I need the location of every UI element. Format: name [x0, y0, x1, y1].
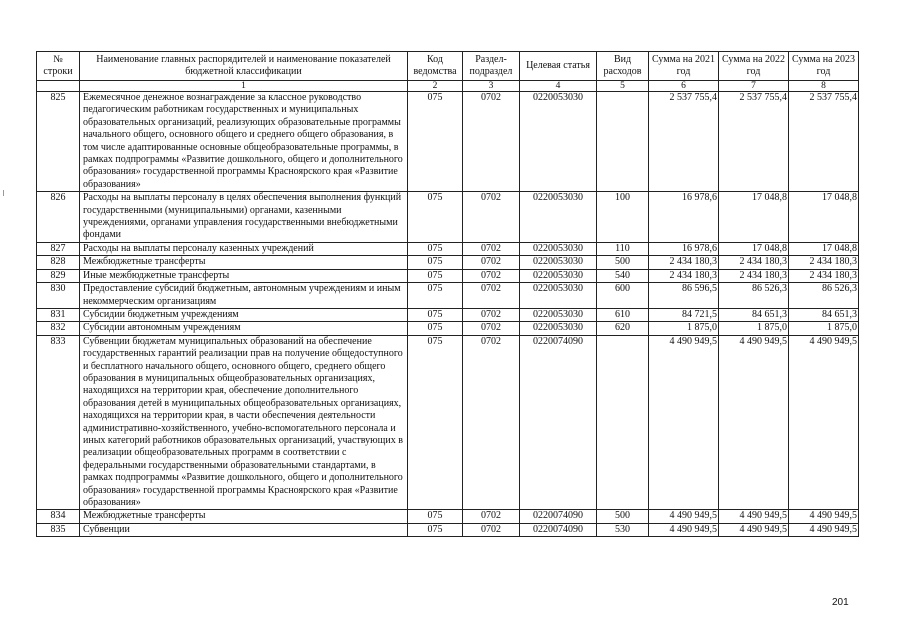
sum-2021: 16 978,6 — [649, 192, 719, 243]
row-name: Расходы на выплаты персоналу в целях обеспечения выполнения функций государственными (муниципальными) органами, казенными учреждениями, органами управления государственными внебюджетными фондами — [80, 192, 408, 243]
row-name: Ежемесячное денежное вознаграждение за классное руководство педагогическим работникам государственных и муниципальных образовательных организаций, реализующих образовательные программы начального общего, основного общего и среднего общего образования, в том числе адаптированные основные общеобразовательные программы, в рамках подпрограммы «Развитие дошкольного, общего и дополнительного образования» государственной программы Красноярского края «Развитие образования» — [80, 92, 408, 192]
row-number: 827 — [37, 242, 80, 255]
sum-2023: 2 434 180,3 — [789, 269, 859, 282]
expense-type: 540 — [597, 269, 649, 282]
expense-type: 600 — [597, 283, 649, 309]
header-sum-2022: Сумма на 2022 год — [719, 52, 789, 81]
header-expense-type: Вид расходов — [597, 52, 649, 81]
sum-2023: 86 526,3 — [789, 283, 859, 309]
sum-2023: 4 490 949,5 — [789, 510, 859, 523]
sum-2021: 2 434 180,3 — [649, 269, 719, 282]
department-code: 075 — [408, 269, 463, 282]
section-code: 0702 — [463, 322, 520, 335]
row-name: Расходы на выплаты персоналу казенных учреждений — [80, 242, 408, 255]
sum-2022: 1 875,0 — [719, 322, 789, 335]
scan-artifact — [3, 190, 4, 196]
expense-type — [597, 92, 649, 192]
department-code: 075 — [408, 256, 463, 269]
budget-table — [36, 51, 859, 537]
target-article: 0220053030 — [520, 308, 597, 321]
target-article: 0220053030 — [520, 242, 597, 255]
section-code: 0702 — [463, 256, 520, 269]
section-code: 0702 — [463, 335, 520, 510]
column-number-row — [37, 81, 859, 92]
sum-2021: 2 537 755,4 — [649, 92, 719, 192]
sum-2022: 4 490 949,5 — [719, 335, 789, 510]
sum-2022: 84 651,3 — [719, 308, 789, 321]
expense-type: 530 — [597, 523, 649, 536]
section-code: 0702 — [463, 192, 520, 243]
table-row — [37, 192, 859, 243]
row-number: 829 — [37, 269, 80, 282]
row-number: 830 — [37, 283, 80, 309]
department-code: 075 — [408, 308, 463, 321]
section-code: 0702 — [463, 283, 520, 309]
department-code: 075 — [408, 192, 463, 243]
header-target-article: Целевая статья — [520, 52, 597, 81]
table-row — [37, 283, 859, 309]
header-sum-2023: Сумма на 2023 год — [789, 52, 859, 81]
sum-2022: 17 048,8 — [719, 242, 789, 255]
section-code: 0702 — [463, 510, 520, 523]
row-name: Межбюджетные трансферты — [80, 256, 408, 269]
header-department-code: Код ведомства — [408, 52, 463, 81]
budget-table-sheet — [36, 51, 858, 537]
sum-2022: 86 526,3 — [719, 283, 789, 309]
sum-2022: 2 434 180,3 — [719, 256, 789, 269]
sum-2023: 2 537 755,4 — [789, 92, 859, 192]
sum-2023: 84 651,3 — [789, 308, 859, 321]
table-row — [37, 92, 859, 192]
table-row — [37, 308, 859, 321]
row-number: 831 — [37, 308, 80, 321]
row-number: 834 — [37, 510, 80, 523]
target-article: 0220053030 — [520, 256, 597, 269]
colnum: 6 — [649, 81, 719, 92]
page-number: 201 — [832, 597, 849, 608]
row-name: Предоставление субсидий бюджетным, автономным учреждениям и иным некоммерческим организациям — [80, 283, 408, 309]
sum-2022: 2 537 755,4 — [719, 92, 789, 192]
colnum: 4 — [520, 81, 597, 92]
department-code: 075 — [408, 510, 463, 523]
target-article: 0220074090 — [520, 523, 597, 536]
sum-2021: 2 434 180,3 — [649, 256, 719, 269]
section-code: 0702 — [463, 523, 520, 536]
target-article: 0220053030 — [520, 269, 597, 282]
expense-type: 500 — [597, 256, 649, 269]
department-code: 075 — [408, 283, 463, 309]
row-name: Иные межбюджетные трансферты — [80, 269, 408, 282]
sum-2023: 1 875,0 — [789, 322, 859, 335]
colnum: 5 — [597, 81, 649, 92]
sum-2023: 4 490 949,5 — [789, 335, 859, 510]
table-row — [37, 269, 859, 282]
colnum: 1 — [80, 81, 408, 92]
colnum: 7 — [719, 81, 789, 92]
expense-type: 110 — [597, 242, 649, 255]
sum-2023: 4 490 949,5 — [789, 523, 859, 536]
table-row — [37, 523, 859, 536]
row-name: Межбюджетные трансферты — [80, 510, 408, 523]
row-name: Субвенции — [80, 523, 408, 536]
target-article: 0220074090 — [520, 335, 597, 510]
table-row — [37, 256, 859, 269]
sum-2021: 4 490 949,5 — [649, 510, 719, 523]
table-row — [37, 510, 859, 523]
department-code: 075 — [408, 523, 463, 536]
expense-type — [597, 335, 649, 510]
target-article: 0220053030 — [520, 192, 597, 243]
row-name: Субсидии бюджетным учреждениям — [80, 308, 408, 321]
header-row-number: № строки — [37, 52, 80, 81]
colnum — [37, 81, 80, 92]
row-name: Субсидии автономным учреждениям — [80, 322, 408, 335]
sum-2021: 16 978,6 — [649, 242, 719, 255]
expense-type: 100 — [597, 192, 649, 243]
colnum: 2 — [408, 81, 463, 92]
target-article: 0220053030 — [520, 322, 597, 335]
row-number: 835 — [37, 523, 80, 536]
sum-2022: 4 490 949,5 — [719, 510, 789, 523]
colnum: 8 — [789, 81, 859, 92]
expense-type: 610 — [597, 308, 649, 321]
section-code: 0702 — [463, 269, 520, 282]
row-number: 826 — [37, 192, 80, 243]
section-code: 0702 — [463, 308, 520, 321]
row-name: Субвенции бюджетам муниципальных образований на обеспечение государственных гарантий реализации прав на получение общедоступного и бесплатного начального общего, основного общего, среднего общего образования в муниципальных общеобразовательных организациях, находящихся на территории края, обеспечение дополнительного образования детей в муниципальных общеобразовательных организациях, находящихся на территории края, в части обеспечения деятельности административно-хозяйственного, учебно-вспомогательного персонала и иных категорий работников образовательных организаций, участвующих в реализации общеобразовательных программ в соответствии с федеральными государственными образовательными стандартами, в рамках подпрограммы «Развитие дошкольного, общего и дополнительного образования» государственной программы Красноярского края «Развитие образования» — [80, 335, 408, 510]
sum-2021: 1 875,0 — [649, 322, 719, 335]
header-section: Раздел-подраздел — [463, 52, 520, 81]
table-row — [37, 242, 859, 255]
sum-2023: 2 434 180,3 — [789, 256, 859, 269]
expense-type: 620 — [597, 322, 649, 335]
sum-2021: 86 596,5 — [649, 283, 719, 309]
colnum: 3 — [463, 81, 520, 92]
sum-2021: 4 490 949,5 — [649, 335, 719, 510]
sum-2021: 4 490 949,5 — [649, 523, 719, 536]
header-name: Наименование главных распорядителей и наименование показателей бюджетной классификации — [80, 52, 408, 81]
department-code: 075 — [408, 335, 463, 510]
table-row — [37, 335, 859, 510]
sum-2023: 17 048,8 — [789, 192, 859, 243]
table-row — [37, 322, 859, 335]
sum-2023: 17 048,8 — [789, 242, 859, 255]
department-code: 075 — [408, 92, 463, 192]
sum-2022: 4 490 949,5 — [719, 523, 789, 536]
header-sum-2021: Сумма на 2021 год — [649, 52, 719, 81]
department-code: 075 — [408, 242, 463, 255]
row-number: 825 — [37, 92, 80, 192]
row-number: 833 — [37, 335, 80, 510]
sum-2021: 84 721,5 — [649, 308, 719, 321]
sum-2022: 2 434 180,3 — [719, 269, 789, 282]
target-article: 0220053030 — [520, 92, 597, 192]
department-code: 075 — [408, 322, 463, 335]
target-article: 0220074090 — [520, 510, 597, 523]
sum-2022: 17 048,8 — [719, 192, 789, 243]
section-code: 0702 — [463, 242, 520, 255]
row-number: 832 — [37, 322, 80, 335]
section-code: 0702 — [463, 92, 520, 192]
row-number: 828 — [37, 256, 80, 269]
expense-type: 500 — [597, 510, 649, 523]
target-article: 0220053030 — [520, 283, 597, 309]
